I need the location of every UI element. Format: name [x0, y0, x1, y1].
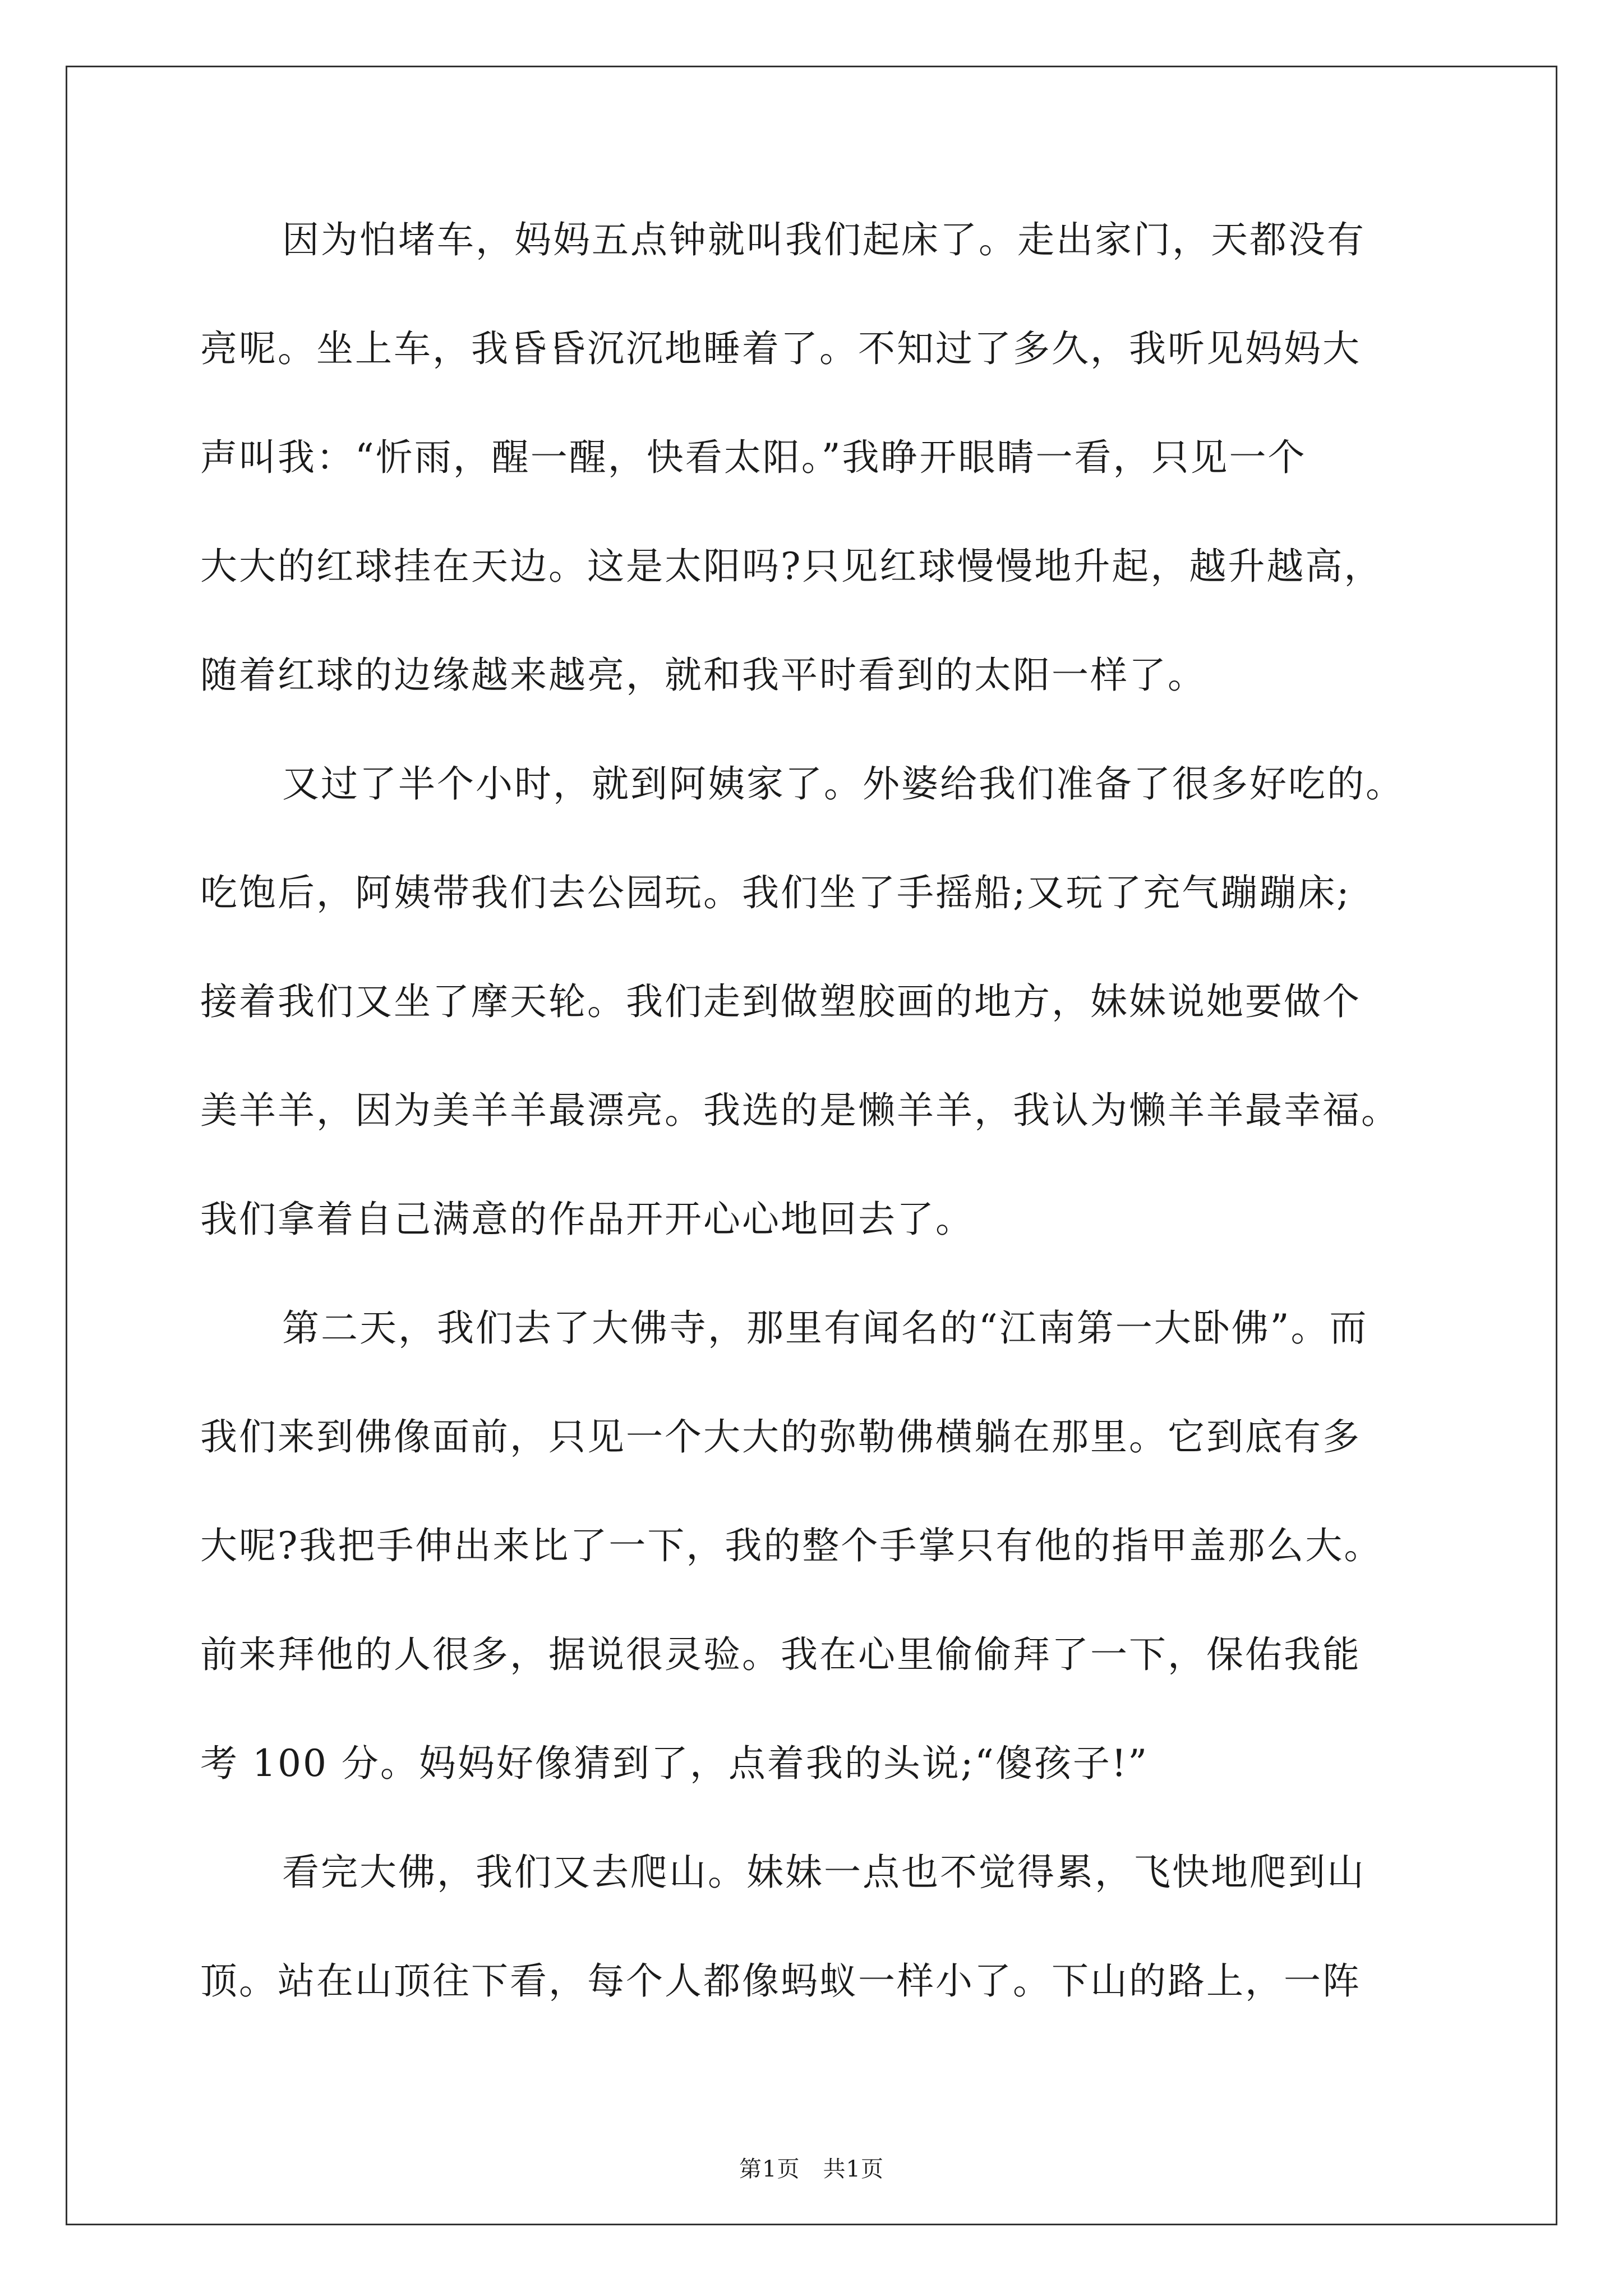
text-line: 又过了半个小时，就到阿姨家了。外婆给我们准备了很多好吃的。	[282, 762, 1404, 806]
text-line: 看完大佛，我们又去爬山。妹妹一点也不觉得累，飞快地爬到山	[282, 1851, 1366, 1894]
text-line: 声叫我：“忻雨，醒一醒，快看太阳。”我睁开眼睛一看，只见一个	[200, 436, 1307, 479]
document-body	[200, 218, 1513, 2072]
text-line: 我们拿着自己满意的作品开开心心地回去了。	[200, 1198, 974, 1241]
text-line: 考 100 分。妈妈好像猜到了，点着我的头说;“傻孩子!”	[200, 1742, 1149, 1785]
text-line: 吃饱后，阿姨带我们去公园玩。我们坐了手摇船;又玩了充气蹦蹦床;	[200, 871, 1351, 914]
text-line: 顶。站在山顶往下看，每个人都像蚂蚁一样小了。下山的路上，一阵	[200, 1959, 1361, 2003]
page-footer: 第1页 共1页	[739, 2156, 884, 2182]
text-line: 美羊羊，因为美羊羊最漂亮。我选的是懒羊羊，我认为懒羊羊最幸福。	[200, 1089, 1400, 1132]
text-line: 随着红球的边缘越来越亮，就和我平时看到的太阳一样了。	[200, 654, 1206, 697]
text-line: 前来拜他的人很多，据说很灵验。我在心里偷偷拜了一下，保佑我能	[200, 1633, 1361, 1676]
text-line: 大大的红球挂在天边。这是太阳吗?只见红球慢慢地升起，越升越高，	[200, 545, 1383, 588]
text-line: 第二天，我们去了大佛寺，那里有闻名的“江南第一大卧佛”。而	[282, 1306, 1368, 1350]
text-line: 我们来到佛像面前，只见一个大大的弥勒佛横躺在那里。它到底有多	[200, 1415, 1361, 1458]
text-line: 接着我们又坐了摩天轮。我们走到做塑胶画的地方，妹妹说她要做个	[200, 980, 1361, 1023]
text-line: 亮呢。坐上车，我昏昏沉沉地睡着了。不知过了多久，我听见妈妈大	[200, 327, 1361, 370]
text-line: 大呢?我把手伸出来比了一下，我的整个手掌只有他的指甲盖那么大。	[200, 1524, 1383, 1567]
text-line: 因为怕堵车，妈妈五点钟就叫我们起床了。走出家门，天都没有	[282, 218, 1366, 261]
